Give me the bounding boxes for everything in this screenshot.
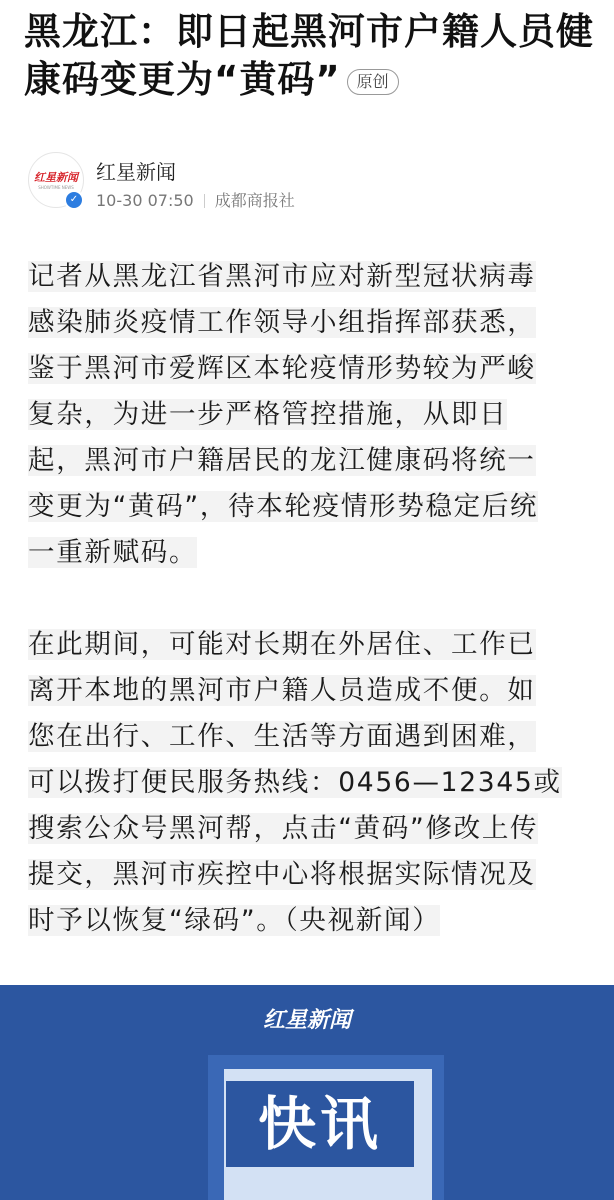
publisher: 成都商报社: [214, 191, 295, 210]
paragraph-line: 感染肺炎疫情工作领导小组指挥部获悉，: [28, 307, 536, 338]
original-tag[interactable]: 原创: [347, 69, 399, 95]
paragraph-line: 复杂，为进一步严格管控措施，从即日: [28, 399, 508, 430]
paragraph-line: 鉴于黑河市爱辉区本轮疫情形势较为严峻: [28, 353, 536, 384]
banner-logo: 红星新闻: [262, 1007, 351, 1033]
verified-icon: ✓: [64, 190, 84, 210]
publish-date: 10-30 07:50: [96, 191, 194, 210]
paragraph-1: [28, 254, 598, 576]
meta-divider: [204, 194, 205, 208]
paragraph-line: 搜索公众号黑河帮，点击“黄码”修改上传: [28, 813, 539, 844]
paragraph-line: 变更为“黄码”，待本轮疫情形势稳定后统: [28, 491, 539, 522]
avatar-logo-text: 红星新闻: [34, 171, 78, 184]
source-name[interactable]: 红星新闻: [96, 160, 176, 184]
article-title-text: 黑龙江：即日起黑河市户籍人员健康码变更为“黄码”: [24, 10, 594, 101]
paragraph-line: 起，黑河市户籍居民的龙江健康码将统一: [28, 445, 536, 476]
paragraph-line: 在此期间，可能对长期在外居住、工作已: [28, 629, 536, 660]
article-title: [24, 8, 594, 104]
paragraph-line: 时予以恢复“绿码”。（央视新闻）: [28, 905, 441, 936]
paragraph-line: 离开本地的黑河市户籍人员造成不便。如: [28, 675, 536, 706]
paragraph-line: 一重新赋码。: [28, 537, 198, 568]
avatar-logo-subtext: SHOWTIME NEWS: [38, 185, 74, 190]
news-flash-banner[interactable]: [0, 985, 614, 1200]
paragraph-line: 提交，黑河市疾控中心将根据实际情况及: [28, 859, 536, 890]
author-info[interactable]: [28, 150, 588, 214]
publish-meta: [96, 188, 295, 211]
paragraph-2: [28, 622, 598, 944]
banner-label: 快讯: [226, 1081, 414, 1167]
paragraph-line: 可以拨打便民服务热线：0456—12345或: [28, 767, 562, 798]
paragraph-line: 记者从黑龙江省黑河市应对新型冠状病毒: [28, 261, 536, 292]
paragraph-line: 您在出行、工作、生活等方面遇到困难，: [28, 721, 536, 752]
